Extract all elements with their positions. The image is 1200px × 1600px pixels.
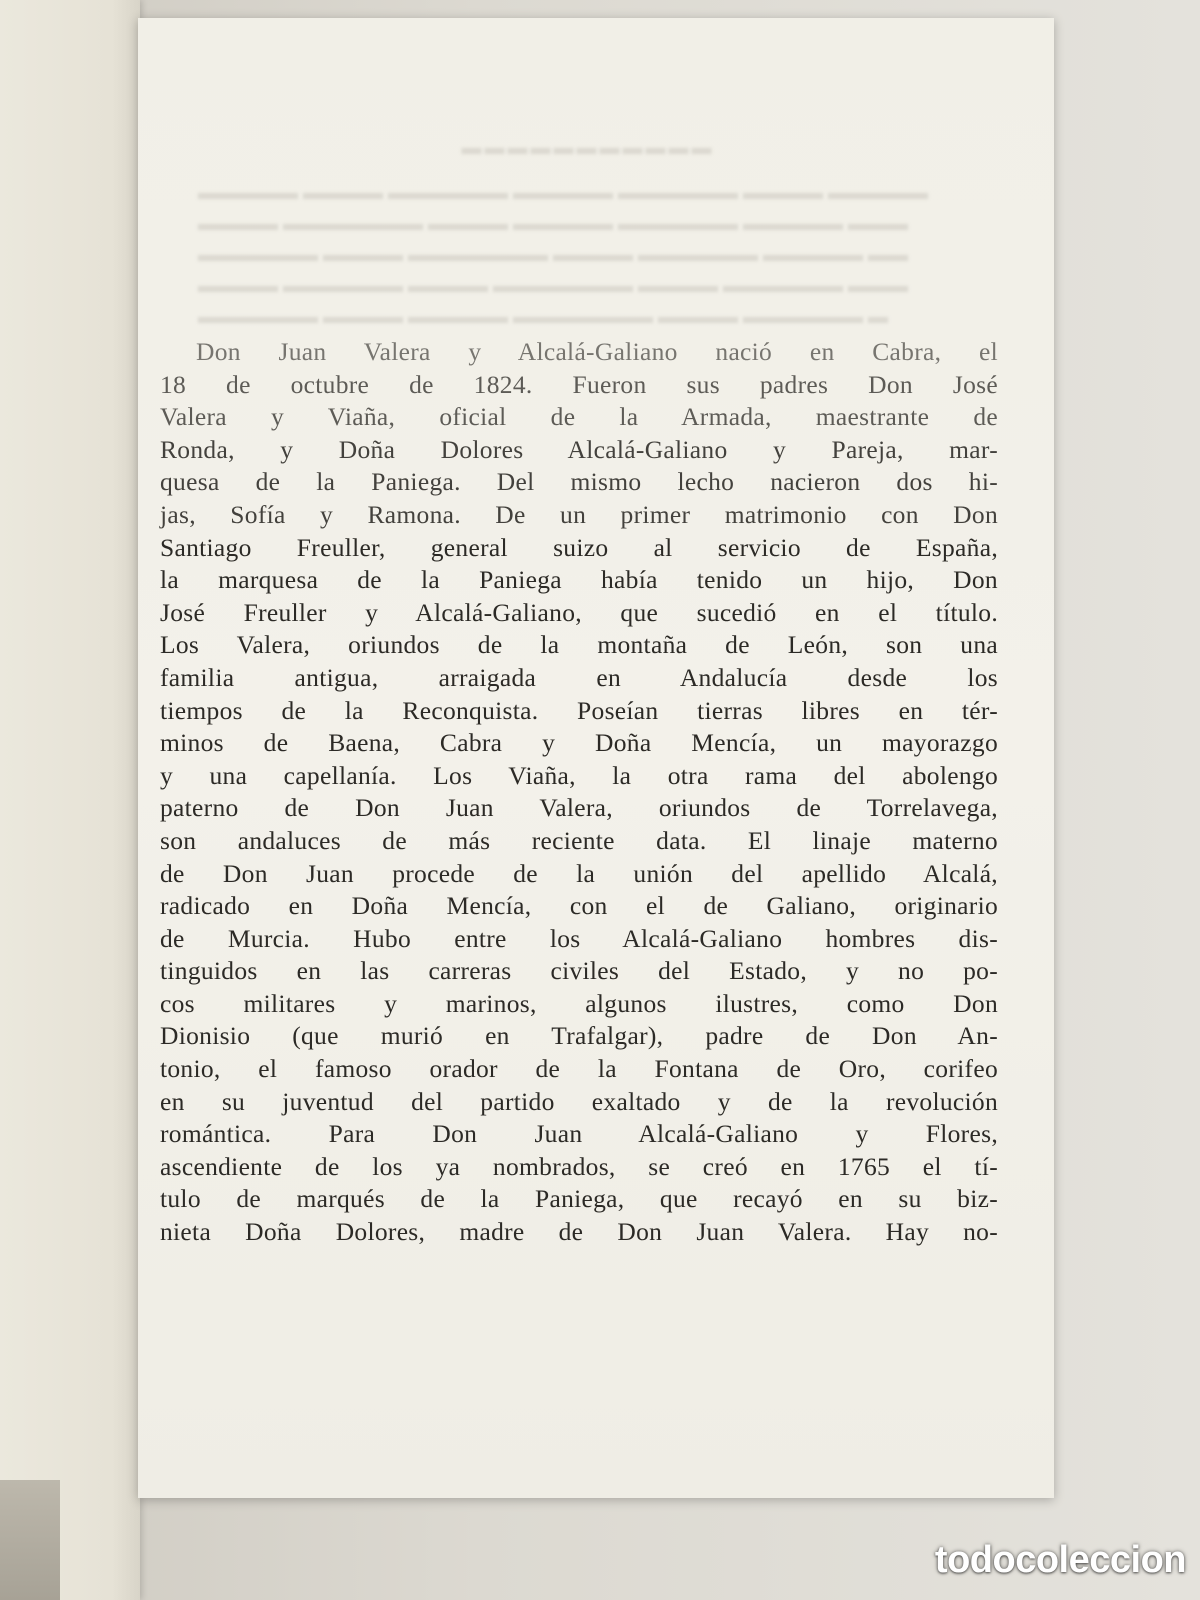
text-line: tinguidos en las carreras civiles del Estado, y no po- <box>160 956 998 986</box>
text-line: José Freuller y Alcalá-Galiano, que sucedió en el título. <box>160 597 998 627</box>
watermark-logo: todocoleccion <box>934 1539 1186 1581</box>
text-line: Ronda, y Doña Dolores Alcalá-Galiano y Pareja, mar- <box>160 434 998 464</box>
text-line: Dionisio (que murió en Trafalgar), padre de Don An- <box>160 1021 998 1051</box>
text-line: quesa de la Paniega. Del mismo lecho nacieron dos hi- <box>160 467 998 497</box>
text-line: jas, Sofía y Ramona. De un primer matrimonio con Don <box>160 499 998 529</box>
text-line: familia antigua, arraigada en Andalucía desde los <box>160 662 998 692</box>
text-line: Valera y Viaña, oficial de la Armada, maestrante de <box>160 402 998 432</box>
text-line: cos militares y marinos, algunos ilustres, como Don <box>160 988 998 1018</box>
book-page <box>138 18 1054 1498</box>
text-line: minos de Baena, Cabra y Doña Mencía, un mayorazgo <box>160 728 998 758</box>
text-line: ascendiente de los ya nombrados, se creó en 1765 el tí- <box>160 1151 998 1181</box>
text-line: Don Juan Valera y Alcalá-Galiano nació en Cabra, el <box>196 337 998 366</box>
text-line: tonio, el famoso orador de la Fontana de Oro, corifeo <box>160 1054 998 1084</box>
text-line: Santiago Freuller, general suizo al servicio de España, <box>160 532 998 562</box>
show-through-text: ▬▬▬▬▬▬▬▬▬▬▬ ▬▬▬▬▬ ▬▬▬▬ ▬▬▬▬▬▬ ▬▬▬▬▬ ▬▬▬▬▬▬ ▬▬▬▬ ▬▬▬▬▬ ▬▬▬▬ ▬▬▬▬▬▬▬ ▬▬▬▬ ▬▬▬▬▬ ▬▬▬▬▬▬ ▬▬▬▬▬ ▬▬▬ ▬▬▬▬▬▬ ▬▬▬▬ ▬▬▬▬▬▬▬ ▬▬▬▬ ▬▬▬▬▬▬ ▬▬▬▬▬ ▬▬ ▬▬▬▬ ▬▬▬▬▬▬ ▬▬▬▬ ▬▬▬▬▬▬▬ ▬▬▬▬ ▬▬▬▬▬▬ ▬▬▬ ▬▬▬▬▬▬ ▬▬▬▬ ▬▬▬▬▬ ▬▬▬▬▬▬▬ ▬▬▬▬ ▬▬▬▬▬▬ ▬ <box>198 137 928 328</box>
body-paragraph <box>160 336 998 1249</box>
text-line: Los Valera, oriundos de la montaña de León, son una <box>160 630 998 660</box>
text-line: en su juventud del partido exaltado y de la revolución <box>160 1086 998 1116</box>
text-line: y una capellanía. Los Viaña, la otra rama del abolengo <box>160 760 998 790</box>
text-line: tulo de marqués de la Paniega, que recayó en su biz- <box>160 1184 998 1214</box>
text-line: de Don Juan procede de la unión del apellido Alcalá, <box>160 858 998 888</box>
text-line: romántica. Para Don Juan Alcalá-Galiano y Flores, <box>160 1119 998 1149</box>
text-line: paterno de Don Juan Valera, oriundos de Torrelavega, <box>160 793 998 823</box>
text-line: de Murcia. Hubo entre los Alcalá-Galiano hombres dis- <box>160 923 998 953</box>
text-line: tiempos de la Reconquista. Poseían tierras libres en tér- <box>160 695 998 725</box>
text-line: son andaluces de más reciente data. El linaje materno <box>160 825 998 855</box>
text-line: radicado en Doña Mencía, con el de Galiano, originario <box>160 891 998 921</box>
text-line: la marquesa de la Paniega había tenido un hijo, Don <box>160 565 998 595</box>
text-line: nieta Doña Dolores, madre de Don Juan Valera. Hay no- <box>160 1217 998 1247</box>
text-line: 18 de octubre de 1824. Fueron sus padres Don José <box>160 369 998 399</box>
book-cover-corner <box>0 1480 60 1600</box>
previous-page-edge <box>0 0 140 1600</box>
